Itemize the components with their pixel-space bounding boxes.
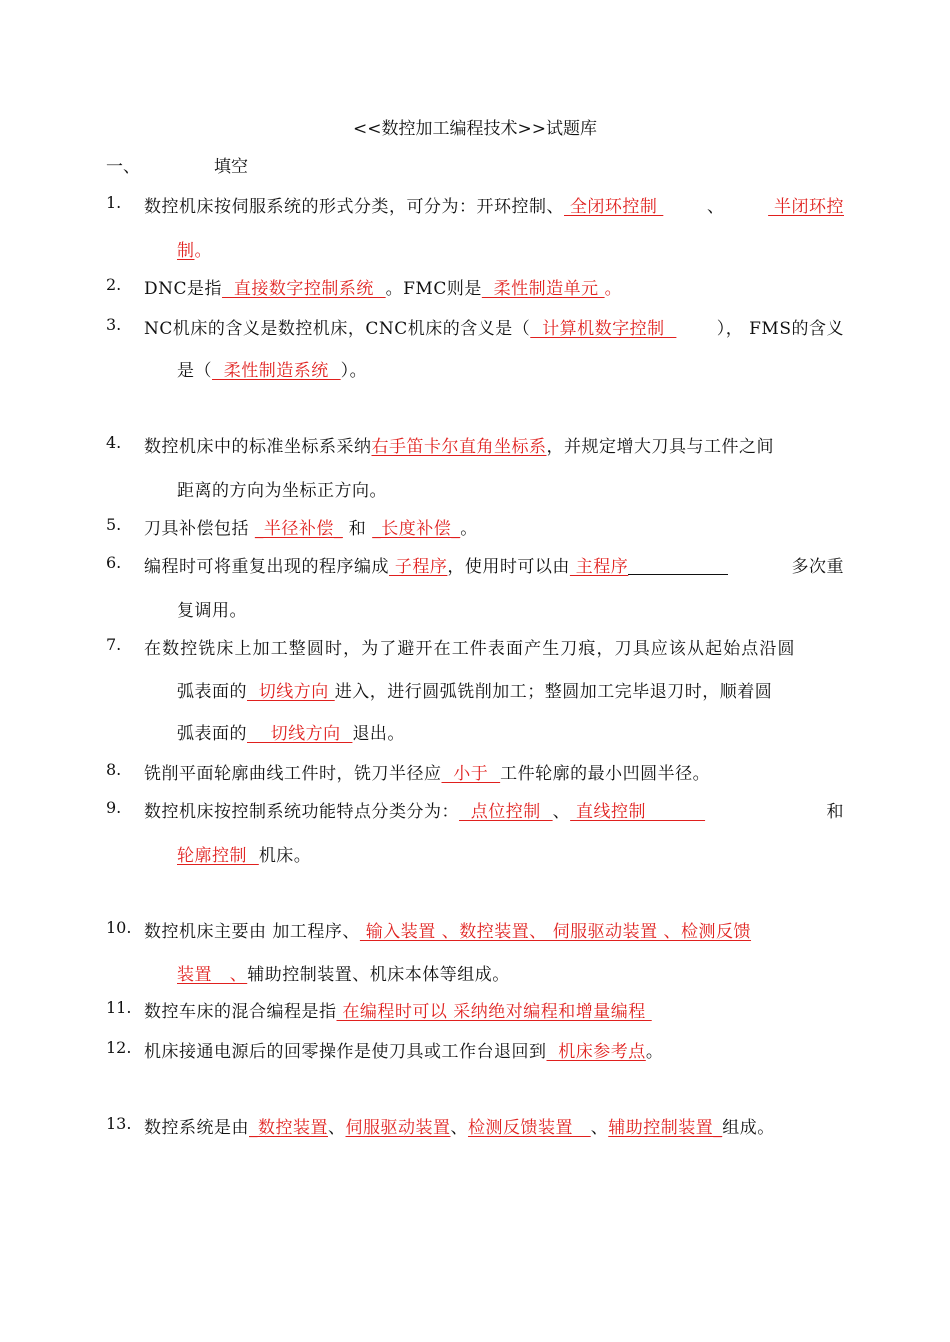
- answer: 轮廓控制: [177, 846, 259, 866]
- answer: 计算机数字控制: [530, 319, 677, 339]
- question-3-line-2: [177, 356, 367, 381]
- answer: 全闭环控制: [564, 197, 664, 217]
- answer: 切线方向: [247, 682, 335, 702]
- question-7-line-1: 在数控铣床上加工整圆时，为了避开在工件表面产生刀痕，刀具应该从起始点沿圆: [144, 639, 796, 659]
- question-7-line-2: [177, 677, 772, 702]
- question-text: 弧表面的: [177, 682, 247, 702]
- question-text: 辅助控制装置、机床本体等组成。: [247, 965, 510, 985]
- question-text: 和: [826, 802, 844, 822]
- answer: 右手笛卡尔直角坐标系: [371, 437, 547, 457]
- question-text: 数控机床按控制系统功能特点分类分为：: [144, 802, 459, 822]
- answer: 制: [177, 241, 195, 261]
- answer: 柔性制造单元: [481, 279, 605, 299]
- question-11-line-1: [144, 997, 652, 1022]
- question-7-line-3: [177, 719, 405, 744]
- question-8-line-1: [144, 759, 710, 784]
- question-number: 9.: [106, 798, 122, 817]
- question-2-line-1: [144, 274, 622, 299]
- question-number: 12.: [106, 1038, 132, 1057]
- question-text: 、: [552, 802, 571, 822]
- answer: 输入装置 、数控装置、 伺服驱动装置 、检测反馈: [359, 922, 752, 942]
- question-3-line-1: [144, 314, 844, 339]
- question-text: ，并规定增大刀具与工件之间: [546, 437, 774, 457]
- question-number: 10.: [106, 918, 132, 937]
- question-6-line-1: [144, 552, 844, 577]
- question-text: ）。: [340, 361, 368, 381]
- question-text: NC机床的含义是数控机床，CNC机床的含义是（: [144, 319, 531, 339]
- question-text: 机床接通电源后的回零操作是使刀具或工作台退回到: [144, 1042, 547, 1062]
- question-text: 。FMC则是: [385, 279, 482, 299]
- question-number: 6.: [106, 553, 122, 572]
- question-4-line-1: [144, 432, 774, 457]
- question-number: 8.: [106, 760, 122, 779]
- page-title: <<数控加工编程技术>>试题库: [353, 119, 597, 139]
- question-13-line-1: [144, 1113, 775, 1138]
- question-10-line-1: [144, 917, 751, 942]
- question-text: 多次重: [791, 557, 844, 577]
- question-text: 刀具补偿包括: [144, 519, 255, 539]
- question-text: 、: [706, 197, 725, 217]
- answer: 切线方向: [247, 724, 353, 744]
- answer: 辅助控制装置_: [608, 1118, 723, 1138]
- question-number: 11.: [106, 998, 132, 1017]
- question-text: 铣削平面轮廓曲线工件时，铣刀半径应: [144, 764, 442, 784]
- question-text: 。: [194, 241, 212, 261]
- answer: 机床参考点: [546, 1042, 646, 1062]
- question-number: 3.: [106, 315, 122, 334]
- section-number: 一、: [106, 157, 140, 177]
- question-4-line-2: 距离的方向为坐标正方向。: [177, 481, 387, 501]
- question-text: 。: [604, 279, 623, 299]
- question-number: 4.: [106, 433, 122, 452]
- answer: 在编程时可以 采纳绝对编程和增量编程: [336, 1002, 652, 1022]
- question-9-line-2: [177, 841, 311, 866]
- question-text: 弧表面的: [177, 724, 247, 744]
- question-text: 、: [328, 1118, 346, 1138]
- question-text: 和: [342, 519, 373, 539]
- question-text: 机床。: [258, 846, 312, 866]
- question-6-line-2: 复调用。: [177, 601, 247, 621]
- answer: 装置 、: [177, 965, 248, 985]
- question-number: 1.: [106, 193, 122, 212]
- question-text: DNC是指: [144, 279, 223, 299]
- answer: _长度补偿_: [372, 519, 461, 539]
- question-number: 7.: [106, 635, 122, 654]
- question-text: 工件轮廓的最小凹圆半径。: [500, 764, 711, 784]
- answer: 伺服驱动装置: [345, 1118, 451, 1138]
- question-text: 数控车床的混合编程是指: [144, 1002, 337, 1022]
- question-text: 。: [460, 519, 478, 539]
- question-12-line-1: [144, 1037, 663, 1062]
- question-text: 组成。: [722, 1118, 775, 1138]
- answer: 直接数字控制系统: [222, 279, 386, 299]
- answer: 检测反馈装置: [468, 1118, 591, 1138]
- question-text: ，使用时可以由: [447, 557, 570, 577]
- question-text: 退出。: [352, 724, 405, 744]
- question-number: 13.: [106, 1114, 132, 1133]
- answer: _数控装置: [249, 1118, 328, 1138]
- question-5-line-1: [144, 514, 478, 539]
- question-10-line-2: [177, 960, 510, 985]
- question-text: 数控机床中的标准坐标系采纳: [144, 437, 372, 457]
- question-text: 编程时可将重复出现的程序编成: [144, 557, 389, 577]
- question-9-line-1: [144, 797, 844, 822]
- answer: 子程序: [389, 557, 448, 577]
- answer-blank: [628, 558, 728, 575]
- question-text: 进入，进行圆弧铣削加工；整圆加工完毕退刀时，顺着圆: [334, 682, 773, 702]
- answer: 主程序: [569, 557, 629, 577]
- question-text: 数控机床主要由 加工程序、: [144, 922, 360, 942]
- section-heading: [106, 152, 248, 177]
- question-text: 数控机床按伺服系统的形式分类，可分为：开环控制、: [144, 197, 564, 217]
- question-text: 、: [590, 1118, 609, 1138]
- answer: _半径补偿_: [254, 519, 343, 539]
- question-text: 是（: [177, 361, 212, 381]
- question-number: 5.: [106, 515, 122, 534]
- question-text: ）， FMS的含义: [716, 319, 844, 339]
- answer: 直线控制: [570, 802, 706, 822]
- section-label: 填空: [214, 157, 248, 177]
- answer: 小于: [441, 764, 501, 784]
- question-1-line-2: [177, 236, 212, 261]
- question-number: 2.: [106, 275, 122, 294]
- answer: 柔性制造系统: [212, 361, 341, 381]
- answer: 点位控制: [459, 802, 553, 822]
- question-1-line-1: [144, 192, 844, 217]
- question-text: 。: [645, 1042, 664, 1062]
- question-text: 、: [450, 1118, 468, 1138]
- answer: 半闭环控: [768, 197, 844, 217]
- question-text: 数控系统是由: [144, 1118, 249, 1138]
